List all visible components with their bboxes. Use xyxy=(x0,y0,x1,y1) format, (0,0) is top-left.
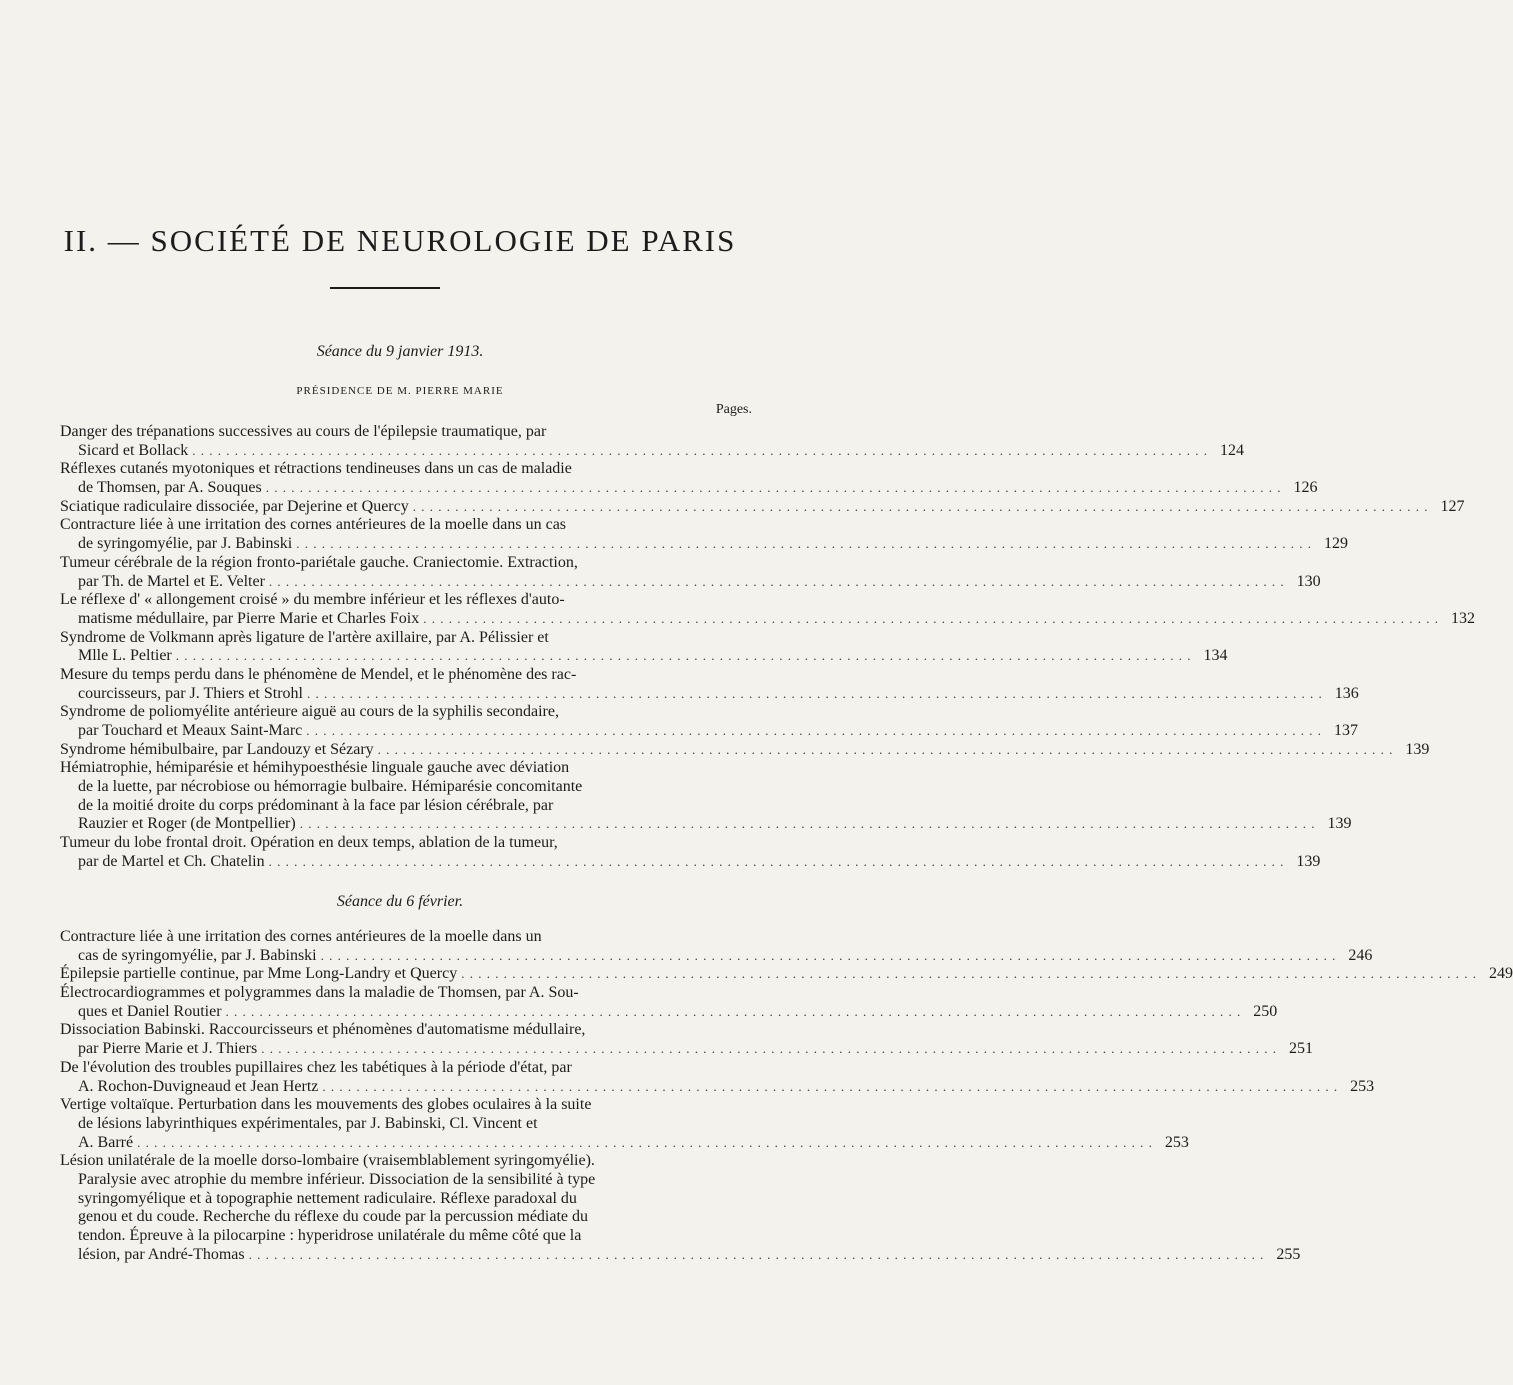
leader-dots: . . . . . . . . . . . . . . . . . . . . . . . . . . . . . . . . . . . . . . . . . . . . . . . . . . . . . . . . . . . . . . . . . . . . . . . . . . . . . . . . . . . . . . . . . . . . . . . . . . . . . . . . . . . . . . . . . . . . . . . . xyxy=(268,573,1285,589)
toc-entry xyxy=(60,1152,1301,1264)
entry-line: Dissociation Babinski. Raccourcisseurs et phénomènes d'automatisme médullaire, xyxy=(60,1021,586,1039)
entry-line: de la moitié droite du corps prédominant à la face par lésion cérébrale, par xyxy=(78,796,554,814)
toc-entry xyxy=(60,834,1321,871)
entry-last-line xyxy=(60,740,1430,760)
entry-last-line xyxy=(60,1133,1189,1153)
entry-authors: par de Martel et Ch. Chatelin xyxy=(78,852,265,870)
entry-authors: matisme médullaire, par Pierre Marie et Charles Foix xyxy=(78,609,420,627)
leader-dots: . . . . . . . . . . . . . . . . . . . . . . . . . . . . . . . . . . . . . . . . . . . . . . . . . . . . . . . . . . . . . . . . . . . . . . . . . . . . . . . . . . . . . . . . . . . . . . . . . . . . . . . . . . . . . . . . . . . . . . . . xyxy=(461,966,1477,982)
entry-line: Réflexes cutanés myotoniques et rétractions tendineuses dans un cas de maladie xyxy=(60,460,572,478)
toc-entry xyxy=(60,740,1430,760)
contents-list-january xyxy=(60,423,1475,872)
entry-authors: Épilepsie partielle continue, par Mme Long-Landry et Quercy xyxy=(60,965,458,983)
page-number: 134 xyxy=(1203,647,1228,665)
page-number: 250 xyxy=(1253,1002,1278,1020)
toc-entry xyxy=(60,703,1359,740)
entry-last-line xyxy=(60,609,1475,629)
entry-authors: Rauzier et Roger (de Montpellier) xyxy=(78,815,296,833)
page-number: 253 xyxy=(1350,1077,1375,1095)
entry-last-line xyxy=(60,965,1513,984)
entry-authors: par Touchard et Meaux Saint-Marc xyxy=(78,722,303,739)
page-number: 136 xyxy=(1334,684,1359,702)
pages-column-label: Pages. xyxy=(715,402,752,417)
entry-last-line xyxy=(60,1002,1278,1022)
leader-dots: . . . . . . . . . . . . . . . . . . . . . . . . . . . . . . . . . . . . . . . . . . . . . . . . . . . . . . . . . . . . . . . . . . . . . . . . . . . . . . . . . . . . . . . . . . . . . . . . . . . . . . . . . . . . . . . . . . . . . . . . xyxy=(225,1003,1242,1019)
leader-dots: . . . . . . . . . . . . . . . . . . . . . . . . . . . . . . . . . . . . . . . . . . . . . . . . . . . . . . . . . . . . . . . . . . . . . . . . . . . . . . . . . . . . . . . . . . . . . . . . . . . . . . . . . . . . . . . . . . . . . . . . xyxy=(248,1246,1265,1262)
entry-last-line xyxy=(60,572,1321,592)
page-number: 251 xyxy=(1288,1040,1313,1058)
entry-line: syringomyélique et à topographie nettement radiculaire. Réflexe paradoxal du xyxy=(78,1189,577,1207)
entry-line: de lésions labyrinthiques expérimentales, par J. Babinski, Cl. Vincent et xyxy=(78,1114,538,1132)
page-number: 249 xyxy=(1488,965,1513,983)
page-title: II. — SOCIÉTÉ DE NEUROLOGIE DE PARIS xyxy=(63,223,737,258)
entry-last-line xyxy=(60,946,1373,966)
leader-dots: . . . . . . . . . . . . . . . . . . . . . . . . . . . . . . . . . . . . . . . . . . . . . . . . . . . . . . . . . . . . . . . . . . . . . . . . . . . . . . . . . . . . . . . . . . . . . . . . . . . . . . . . . . . . . . . . . . . . . . . . xyxy=(192,442,1208,458)
entry-last-line xyxy=(60,1245,1301,1265)
entry-last-line xyxy=(60,684,1359,704)
seance-heading-february: Séance du 6 février. xyxy=(336,893,464,910)
entry-last-line xyxy=(60,722,1359,741)
entry-last-line xyxy=(60,535,1348,554)
page-number: 253 xyxy=(1164,1133,1189,1151)
leader-dots: . . . . . . . . . . . . . . . . . . . . . . . . . . . . . . . . . . . . . . . . . . . . . . . . . . . . . . . . . . . . . . . . . . . . . . . . . . . . . . . . . . . . . . . . . . . . . . . . . . . . . . . . . . . . . . . . . . . . . . . . xyxy=(377,741,1394,757)
entry-line: genou et du coude. Recherche du réflexe du coude par la percussion médiate du xyxy=(78,1208,589,1226)
entry-authors: lésion, par André-Thomas xyxy=(78,1245,245,1263)
toc-entry xyxy=(60,628,1228,666)
entry-last-line xyxy=(60,479,1318,498)
entry-line: de la luette, par nécrobiose ou hémorragie bulbaire. Hémiparésie concomitante xyxy=(78,778,583,796)
leader-dots: . . . . . . . . . . . . . . . . . . . . . . . . . . . . . . . . . . . . . . . . . . . . . . . . . . . . . . . . . . . . . . . . . . . . . . . . . . . . . . . . . . . . . . . . . . . . . . . . . . . . . . . . . . . . . . . . . . . . . . . . xyxy=(412,498,1429,514)
toc-entry xyxy=(60,1021,1313,1058)
page-number: 255 xyxy=(1276,1245,1301,1263)
entry-authors: Syndrome hémibulbaire, par Landouzy et Sézary xyxy=(60,740,374,758)
entry-line: Contracture liée à une irritation des cornes antérieures de la moelle dans un xyxy=(60,928,542,945)
leader-dots: . . . . . . . . . . . . . . . . . . . . . . . . . . . . . . . . . . . . . . . . . . . . . . . . . . . . . . . . . . . . . . . . . . . . . . . . . . . . . . . . . . . . . . . . . . . . . . . . . . . . . . . . . . . . . . . . . . . . . . . . xyxy=(320,947,1337,963)
toc-entry xyxy=(60,984,1278,1021)
leader-dots: . . . . . . . . . . . . . . . . . . . . . . . . . . . . . . . . . . . . . . . . . . . . . . . . . . . . . . . . . . . . . . . . . . . . . . . . . . . . . . . . . . . . . . . . . . . . . . . . . . . . . . . . . . . . . . . . . . . . . . . . xyxy=(175,648,1192,664)
entry-authors: Sicard et Bollack xyxy=(78,441,189,459)
page-number: 126 xyxy=(1293,479,1318,497)
entry-last-line xyxy=(60,647,1228,666)
entry-line: Hémiatrophie, hémiparésie et hémihypoesthésie linguale gauche avec déviation xyxy=(60,759,570,777)
leader-dots: . . . . . . . . . . . . . . . . . . . . . . . . . . . . . . . . . . . . . . . . . . . . . . . . . . . . . . . . . . . . . . . . . . . . . . . . . . . . . . . . . . . . . . . . . . . . . . . . . . . . . . . . . . . . . . . . . . . . . . . . xyxy=(137,1134,1153,1150)
entry-line: De l'évolution des troubles pupillaires chez les tabétiques à la période d'état, par xyxy=(60,1058,572,1076)
leader-dots: . . . . . . . . . . . . . . . . . . . . . . . . . . . . . . . . . . . . . . . . . . . . . . . . . . . . . . . . . . . . . . . . . . . . . . . . . . . . . . . . . . . . . . . . . . . . . . . . . . . . . . . . . . . . . . . . . . . . . . . . xyxy=(307,685,1323,701)
entry-last-line xyxy=(60,497,1465,517)
toc-entry xyxy=(60,460,1318,497)
entry-line: Contracture liée à une irritation des cornes antérieures de la moelle dans un cas xyxy=(60,516,567,534)
entry-line: Danger des trépanations successives au cours de l'épilepsie traumatique, par xyxy=(60,423,547,440)
entry-authors: par Th. de Martel et E. Velter xyxy=(78,572,265,590)
toc-entry xyxy=(60,928,1373,965)
toc-entry xyxy=(60,1096,1189,1152)
entry-authors: cas de syringomyélie, par J. Babinski xyxy=(78,946,317,964)
entry-last-line xyxy=(60,1077,1375,1097)
page-number: 139 xyxy=(1327,815,1352,833)
toc-entry xyxy=(60,665,1359,703)
toc-entry xyxy=(60,759,1352,834)
entry-authors: Mlle L. Peltier xyxy=(78,647,172,665)
leader-dots: . . . . . . . . . . . . . . . . . . . . . . . . . . . . . . . . . . . . . . . . . . . . . . . . . . . . . . . . . . . . . . . . . . . . . . . . . . . . . . . . . . . . . . . . . . . . . . . . . . . . . . . . . . . . . . . . . . . . . . . . xyxy=(423,610,1439,626)
entry-authors: courcisseurs, par J. Thiers et Strohl xyxy=(78,684,303,702)
leader-dots: . . . . . . . . . . . . . . . . . . . . . . . . . . . . . . . . . . . . . . . . . . . . . . . . . . . . . . . . . . . . . . . . . . . . . . . . . . . . . . . . . . . . . . . . . . . . . . . . . . . . . . . . . . . . . . . . . . . . . . . . xyxy=(306,723,1323,738)
toc-entry xyxy=(60,965,1513,984)
leader-dots: . . . . . . . . . . . . . . . . . . . . . . . . . . . . . . . . . . . . . . . . . . . . . . . . . . . . . . . . . . . . . . . . . . . . . . . . . . . . . . . . . . . . . . . . . . . . . . . . . . . . . . . . . . . . . . . . . . . . . . . . xyxy=(265,480,1282,496)
page-number: 124 xyxy=(1219,441,1244,459)
page-number: 139 xyxy=(1405,740,1430,758)
entry-line: Tumeur du lobe frontal droit. Opération en deux temps, ablation de la tumeur, xyxy=(60,834,558,852)
leader-dots: . . . . . . . . . . . . . . . . . . . . . . . . . . . . . . . . . . . . . . . . . . . . . . . . . . . . . . . . . . . . . . . . . . . . . . . . . . . . . . . . . . . . . . . . . . . . . . . . . . . . . . . . . . . . . . . . . . . . . . . . xyxy=(296,536,1312,552)
page-number: 137 xyxy=(1334,722,1359,739)
presidence-line: PRÉSIDENCE DE M. PIERRE MARIE xyxy=(296,385,504,397)
entry-authors: Sciatique radiculaire dissociée, par Dejerine et Quercy xyxy=(60,497,409,515)
entry-authors: de syringomyélie, par J. Babinski xyxy=(78,535,293,553)
entry-line: tendon. Épreuve à la pilocarpine : hyperidrose unilatérale du même côté que la xyxy=(78,1227,582,1244)
seance-heading-january: Séance du 9 janvier 1913. xyxy=(316,343,484,360)
entry-line: Lésion unilatérale de la moelle dorso-lombaire (vraisemblablement syringomyélie). xyxy=(60,1152,595,1170)
entry-line: Électrocardiogrammes et polygrammes dans la maladie de Thomsen, par A. Sou- xyxy=(60,984,579,1002)
toc-entry xyxy=(60,423,1244,460)
page-number: 246 xyxy=(1348,946,1373,964)
entry-line: Mesure du temps perdu dans le phénomène de Mendel, et le phénomène des rac- xyxy=(60,665,577,683)
toc-entry xyxy=(60,591,1475,628)
entry-line: Syndrome de poliomyélite antérieure aiguë au cours de la syphilis secondaire, xyxy=(60,703,559,721)
page-number: 130 xyxy=(1296,572,1321,590)
page-number: 129 xyxy=(1323,535,1348,553)
entry-line: Syndrome de Volkmann après ligature de l'artère axillaire, par A. Pélissier et xyxy=(60,628,549,646)
entry-last-line xyxy=(60,441,1244,461)
entry-authors: de Thomsen, par A. Souques xyxy=(78,479,262,497)
page-number: 132 xyxy=(1450,609,1475,627)
toc-entry xyxy=(60,516,1348,553)
entry-last-line xyxy=(60,1040,1313,1059)
entry-line: Le réflexe d' « allongement croisé » du membre inférieur et les réflexes d'auto- xyxy=(60,591,565,609)
toc-entry xyxy=(60,553,1321,591)
leader-dots: . . . . . . . . . . . . . . . . . . . . . . . . . . . . . . . . . . . . . . . . . . . . . . . . . . . . . . . . . . . . . . . . . . . . . . . . . . . . . . . . . . . . . . . . . . . . . . . . . . . . . . . . . . . . . . . . . . . . . . . . xyxy=(268,853,1285,869)
entry-line: Tumeur cérébrale de la région fronto-pariétale gauche. Craniectomie. Extraction, xyxy=(60,553,578,571)
page-number: 127 xyxy=(1440,497,1465,515)
toc-entry xyxy=(60,497,1465,517)
leader-dots: . . . . . . . . . . . . . . . . . . . . . . . . . . . . . . . . . . . . . . . . . . . . . . . . . . . . . . . . . . . . . . . . . . . . . . . . . . . . . . . . . . . . . . . . . . . . . . . . . . . . . . . . . . . . . . . . . . . . . . . . xyxy=(299,816,1316,832)
entry-authors: par Pierre Marie et J. Thiers xyxy=(78,1040,258,1058)
leader-dots: . . . . . . . . . . . . . . . . . . . . . . . . . . . . . . . . . . . . . . . . . . . . . . . . . . . . . . . . . . . . . . . . . . . . . . . . . . . . . . . . . . . . . . . . . . . . . . . . . . . . . . . . . . . . . . . . . . . . . . . . xyxy=(322,1078,1339,1094)
leader-dots: . . . . . . . . . . . . . . . . . . . . . . . . . . . . . . . . . . . . . . . . . . . . . . . . . . . . . . . . . . . . . . . . . . . . . . . . . . . . . . . . . . . . . . . . . . . . . . . . . . . . . . . . . . . . . . . . . . . . . . . . xyxy=(261,1041,1277,1057)
entry-line: Vertige voltaïque. Perturbation dans les mouvements des globes oculaires à la suite xyxy=(60,1096,592,1114)
entry-line: Paralysie avec atrophie du membre inférieur. Dissociation de la sensibilité à type xyxy=(78,1170,596,1188)
title-rule xyxy=(330,287,440,289)
toc-entry xyxy=(60,1058,1375,1096)
page-number: 139 xyxy=(1296,852,1321,870)
entry-authors: A. Rochon-Duvigneaud et Jean Hertz xyxy=(78,1077,319,1095)
entry-last-line xyxy=(60,852,1321,872)
entry-authors: A. Barré xyxy=(78,1133,134,1151)
entry-last-line xyxy=(60,815,1352,834)
contents-list-february xyxy=(60,928,1513,1264)
entry-authors: ques et Daniel Routier xyxy=(78,1002,222,1020)
